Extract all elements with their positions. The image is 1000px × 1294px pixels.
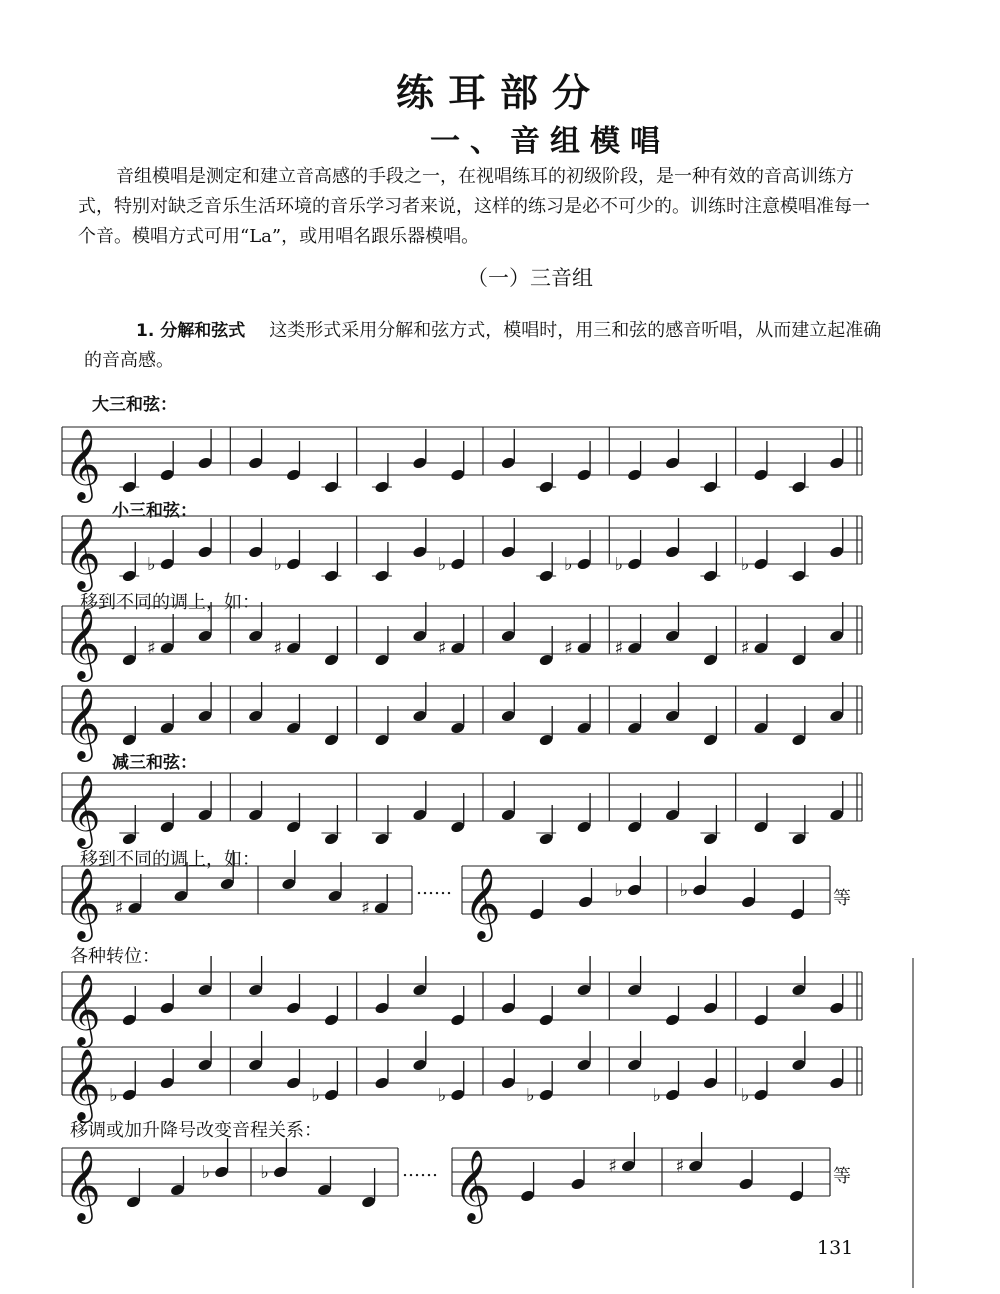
item-1-lead: 1. 分解和弦式 (136, 321, 246, 341)
sharp-icon: ♯ (608, 1156, 618, 1177)
sharp-icon: ♯ (147, 638, 156, 659)
sharp-icon: ♯ (564, 638, 573, 659)
treble-clef-icon: 𝄞 (64, 606, 101, 679)
ellipsis-1: …… (416, 878, 452, 899)
flat-icon: ♭ (109, 1085, 118, 1106)
flat-icon: ♭ (311, 1085, 320, 1106)
page-title: 练耳部分 (395, 71, 604, 115)
flat-icon: ♭ (437, 1085, 447, 1106)
flat-icon: ♭ (740, 554, 750, 575)
flat-icon: ♭ (260, 1162, 269, 1183)
ellipsis-2: …… (402, 1160, 438, 1181)
flat-icon: ♭ (679, 880, 689, 901)
margin-rule (912, 958, 914, 1288)
treble-clef-icon: 𝄞 (64, 773, 101, 846)
flat-icon: ♭ (614, 554, 624, 575)
sharp-icon: ♯ (273, 638, 283, 659)
label-inversions: 各种转位： (70, 946, 160, 967)
flat-icon: ♭ (201, 1162, 211, 1183)
treble-clef-icon: 𝄞 (64, 972, 101, 1045)
page-number: 131 (817, 1237, 854, 1259)
flat-icon: ♭ (437, 554, 447, 575)
intro-paragraph: 音组模唱是测定和建立音高感的手段之一，在视唱练耳的初级阶段，是一种有效的音高训练方式，特别对缺乏音乐生活环境的音乐学习者来说，这样的练习是必不可少的。训练时注意模唱准每一个音。模唱方式可用“La”，或用唱名跟乐器模唱。 (78, 166, 870, 247)
sharp-icon: ♯ (614, 638, 624, 659)
treble-clef-icon: 𝄞 (464, 866, 501, 939)
etc-1: 等 (833, 888, 851, 909)
sharp-icon: ♯ (740, 638, 750, 659)
sharp-icon: ♯ (437, 638, 447, 659)
flat-icon: ♭ (273, 554, 282, 575)
flat-icon: ♭ (652, 1085, 661, 1106)
label-minor-triad: 小三和弦： (112, 501, 197, 521)
flat-icon: ♭ (564, 554, 573, 575)
flat-icon: ♭ (740, 1085, 750, 1106)
treble-clef-icon: 𝄞 (64, 686, 101, 759)
treble-clef-icon: 𝄞 (64, 516, 101, 589)
treble-clef-icon: 𝄞 (64, 1047, 101, 1120)
treble-clef-icon: 𝄞 (64, 427, 101, 500)
flat-icon: ♭ (614, 880, 623, 901)
label-transpose-1: 移到不同的调上，如： (80, 592, 260, 613)
label-diminished-triad: 减三和弦： (112, 753, 197, 773)
flat-icon: ♭ (526, 1085, 535, 1106)
sharp-icon: ♯ (675, 1156, 685, 1177)
treble-clef-icon: 𝄞 (64, 866, 101, 939)
label-transpose-2: 移到不同的调上，如： (80, 849, 260, 870)
treble-clef-icon: 𝄞 (454, 1148, 491, 1221)
sharp-icon: ♯ (361, 898, 370, 919)
item-1-text: 这类形式采用分解和弦方式，模唱时，用三和弦的感音听唱，从而建立起准确的音高感。 (84, 320, 882, 371)
etc-2: 等 (833, 1166, 851, 1187)
sharp-icon: ♯ (114, 898, 124, 919)
label-alteration: 移调或加升降号改变音程关系： (70, 1120, 322, 1141)
treble-clef-icon: 𝄞 (64, 1148, 101, 1221)
subsection-title: （一）三音组 (467, 266, 593, 290)
section-title: 一、音组模唱 (430, 124, 670, 159)
label-major-triad: 大三和弦： (92, 395, 177, 415)
flat-icon: ♭ (147, 554, 156, 575)
